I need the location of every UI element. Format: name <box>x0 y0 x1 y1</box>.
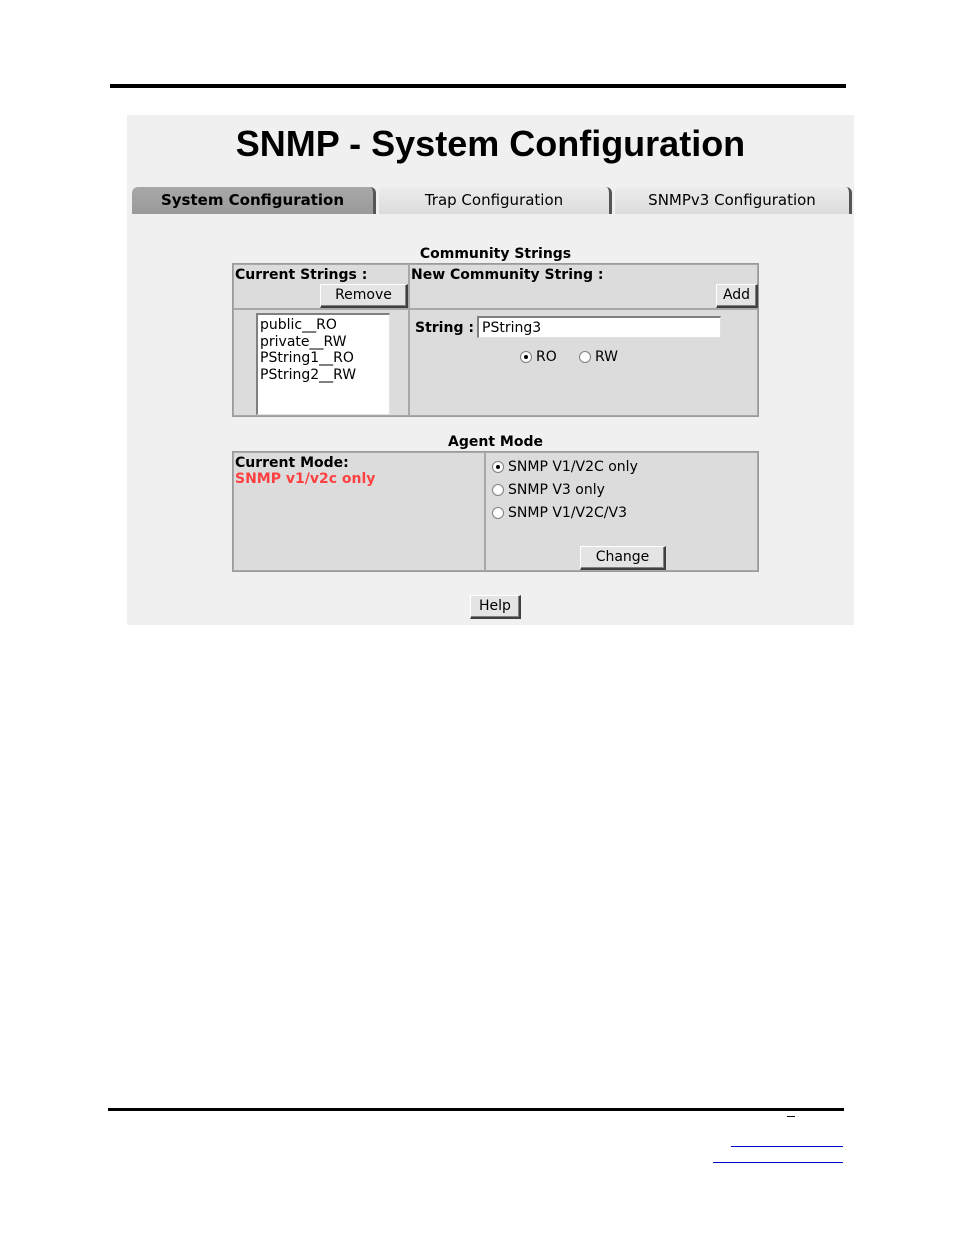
current-strings-header-cell <box>233 264 409 309</box>
tab-system-configuration[interactable]: System Configuration <box>132 187 376 214</box>
current-mode-value: SNMP v1/v2c only <box>235 471 376 487</box>
top-rule <box>110 84 846 88</box>
v1v2cv3-radio[interactable] <box>492 507 504 519</box>
new-string-header-cell <box>409 264 758 309</box>
list-item[interactable]: PString2__RW <box>260 366 357 383</box>
remove-button[interactable]: Remove <box>320 284 408 308</box>
footer-mark <box>787 1116 795 1117</box>
v1v2cv3-label: SNMP V1/V2C/V3 <box>508 505 627 521</box>
current-mode-cell <box>233 452 485 571</box>
string-label: String : <box>415 320 474 336</box>
list-item[interactable]: PString1__RO <box>260 350 354 366</box>
current-mode-label: Current Mode: <box>235 455 349 471</box>
rw-label: RW <box>595 349 619 365</box>
community-string-input[interactable]: PString3 <box>477 316 721 338</box>
mode-options-cell <box>485 452 758 571</box>
tab-trap-configuration[interactable]: Trap Configuration <box>379 187 612 214</box>
mode-option-v3[interactable] <box>492 482 605 498</box>
help-button[interactable]: Help <box>470 595 521 619</box>
new-string-input-cell <box>409 309 758 416</box>
bottom-rule <box>108 1108 844 1111</box>
v1v2c-label: SNMP V1/V2C only <box>508 459 638 475</box>
community-strings-title: Community Strings <box>419 246 572 262</box>
current-strings-list-cell <box>233 309 409 416</box>
current-strings-label: Current Strings : <box>235 267 368 283</box>
agent-mode-title: Agent Mode <box>448 434 543 450</box>
v1v2c-radio[interactable] <box>492 461 504 473</box>
new-community-string-label: New Community String : <box>411 267 604 283</box>
tab-snmpv3-configuration[interactable]: SNMPv3 Configuration <box>615 187 852 214</box>
ro-radio[interactable] <box>520 351 532 363</box>
list-item[interactable]: public__RO <box>260 317 337 333</box>
mode-option-v1v2c[interactable] <box>492 459 638 475</box>
community-strings-panel <box>232 263 759 417</box>
access-rw-option[interactable] <box>579 349 618 365</box>
v3-label: SNMP V3 only <box>508 482 605 498</box>
snmp-config-screen <box>127 115 854 625</box>
access-ro-option[interactable] <box>520 349 557 365</box>
agent-mode-panel <box>232 451 759 572</box>
ro-label: RO <box>536 349 557 365</box>
rw-radio[interactable] <box>579 351 591 363</box>
v3-radio[interactable] <box>492 484 504 496</box>
mode-option-v1v2cv3[interactable] <box>492 505 627 521</box>
list-item[interactable]: private__RW <box>260 333 347 350</box>
footer-link-underline[interactable] <box>713 1162 843 1163</box>
community-strings-listbox[interactable] <box>256 313 390 415</box>
add-button[interactable]: Add <box>716 284 758 308</box>
footer-link-underline[interactable] <box>731 1146 843 1147</box>
page-title: SNMP - System Configuration <box>235 123 746 164</box>
change-button[interactable]: Change <box>580 546 666 570</box>
